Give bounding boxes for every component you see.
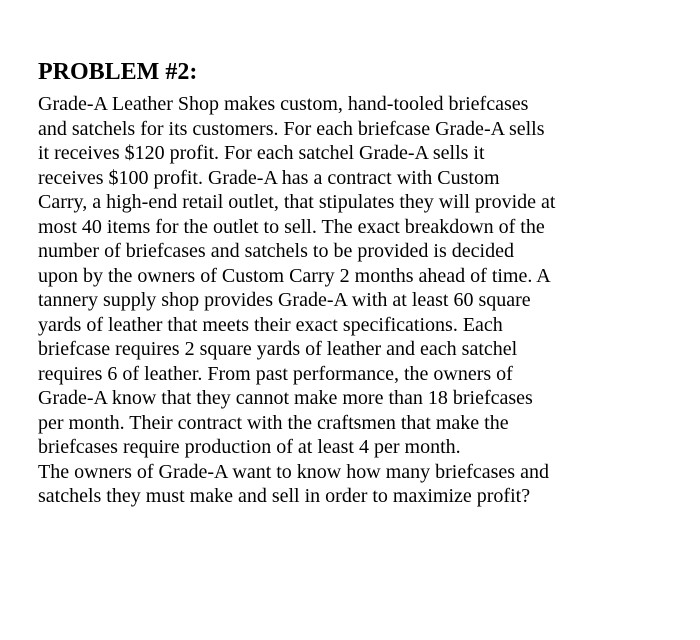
problem-title: PROBLEM #2:: [38, 59, 198, 85]
problem-text-line: Grade-A know that they cannot make more than 18 briefcases: [38, 387, 533, 409]
problem-text-line: tannery supply shop provides Grade-A with at least 60 square: [38, 289, 531, 311]
problem-text-line: Carry, a high-end retail outlet, that stipulates they will provide at: [38, 191, 556, 213]
problem-text-line: briefcases require production of at least 4 per month.: [38, 436, 461, 458]
problem-text-line: Grade-A Leather Shop makes custom, hand-tooled briefcases: [38, 93, 529, 115]
problem-text-line: yards of leather that meets their exact specifications. Each: [38, 313, 503, 336]
problem-text-line: receives $100 profit. Grade-A has a contract with Custom: [38, 166, 500, 189]
problem-document: [38, 58, 678, 509]
problem-text-line: it receives $120 profit. For each satchel Grade-A sells it: [38, 142, 485, 164]
problem-text-line: upon by the owners of Custom Carry 2 months ahead of time. A: [38, 264, 551, 287]
problem-question-line: satchels they must make and sell in order to maximize profit?: [38, 485, 531, 507]
problem-text-line: most 40 items for the outlet to sell. The exact breakdown of the: [38, 215, 545, 238]
problem-text-line: number of briefcases and satchels to be provided is decided: [38, 240, 514, 262]
problem-text-line: requires 6 of leather. From past performance, the owners of: [38, 362, 513, 385]
problem-statement: [38, 92, 678, 509]
problem-text-line: per month. Their contract with the craftsmen that make the: [38, 411, 509, 434]
problem-text-line: briefcase requires 2 square yards of leather and each satchel: [38, 338, 518, 360]
problem-text-line: and satchels for its customers. For each briefcase Grade-A sells: [38, 117, 545, 140]
problem-question-line: The owners of Grade-A want to know how many briefcases and: [38, 460, 549, 483]
